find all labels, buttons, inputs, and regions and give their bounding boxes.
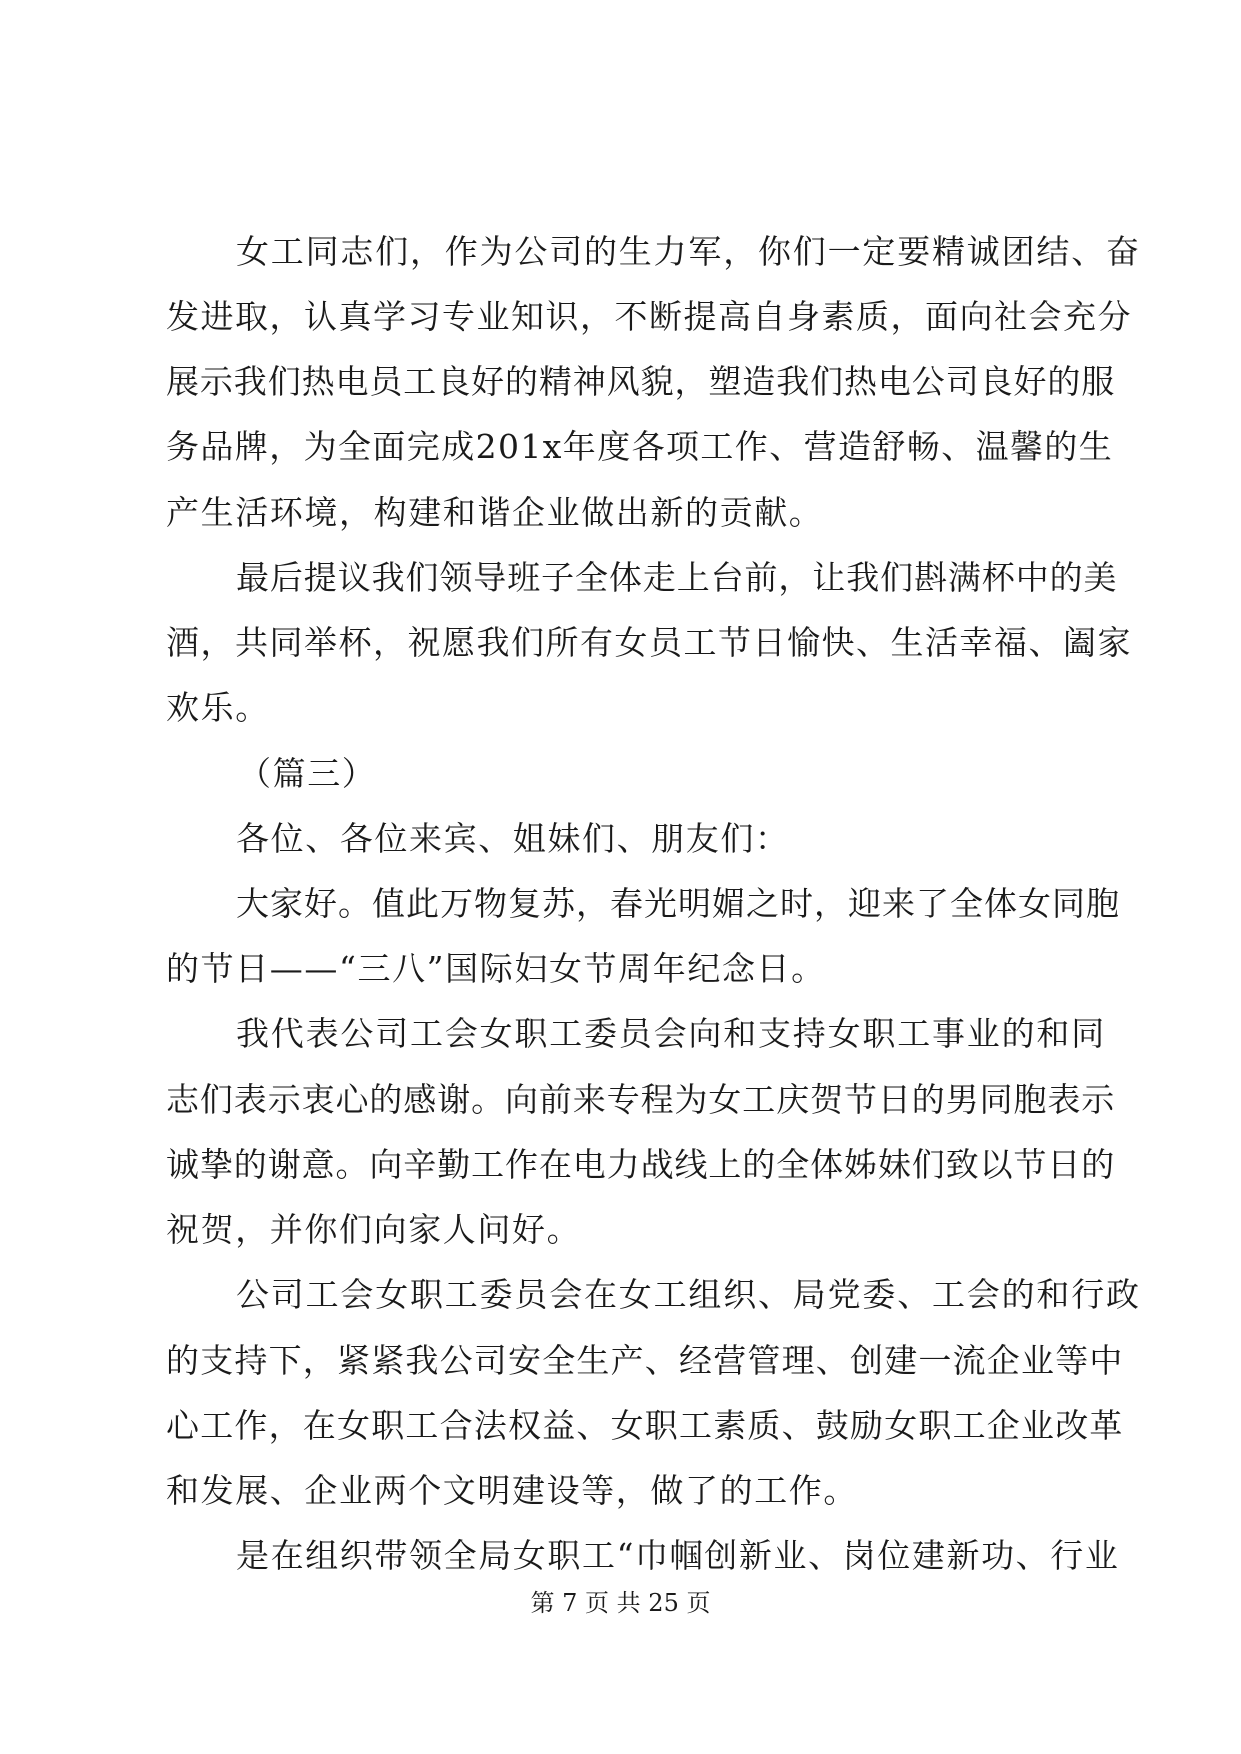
text-line: 欢乐。: [166, 688, 270, 727]
text-line: 我代表公司工会女职工委员会向和支持女职工事业的和同: [236, 1014, 1106, 1053]
text-line: 发进取，认真学习专业知识，不断提高自身素质，面向社会充分: [166, 297, 1132, 336]
text-line: 祝贺，并你们向家人问好。: [166, 1210, 582, 1249]
page-footer: 第 7 页 共 25 页: [530, 1589, 711, 1617]
text-line: 的节日——“三八”国际妇女节周年纪念日。: [166, 949, 826, 988]
text-line: 女工同志们，作为公司的生力军，你们一定要精诚团结、奋: [236, 232, 1141, 271]
text-line: 大家好。值此万物复苏，春光明媚之时，迎来了全体女同胞: [236, 884, 1120, 923]
text-line: 诚挚的谢意。向辛勤工作在电力战线上的全体姊妹们致以节日的: [166, 1145, 1116, 1184]
text-line: 心工作，在女职工合法权益、女职工素质、鼓励女职工企业改革: [166, 1406, 1124, 1445]
text-line: 酒，共同举杯，祝愿我们所有女员工节日愉快、生活幸福、阖家: [166, 623, 1132, 662]
text-line: 志们表示衷心的感谢。向前来专程为女工庆贺节日的男同胞表示: [166, 1080, 1116, 1119]
text-line: 务品牌，为全面完成201x年度各项工作、营造舒畅、温馨的生: [166, 427, 1114, 466]
text-line: 公司工会女职工委员会在女工组织、局党委、工会的和行政: [236, 1275, 1141, 1314]
text-line: 和发展、企业两个文明建设等，做了的工作。: [166, 1471, 858, 1510]
section-heading: （篇三）: [238, 754, 377, 793]
text-line: 各位、各位来宾、姐妹们、朋友们：: [236, 819, 790, 858]
text-line: 是在组织带领全局女职工“巾帼创新业、岗位建新功、行业: [236, 1536, 1120, 1575]
text-line: 的支持下，紧紧我公司安全生产、经营管理、创建一流企业等中: [166, 1341, 1124, 1380]
text-line: 最后提议我们领导班子全体走上台前，让我们斟满杯中的美: [236, 558, 1118, 597]
text-line: 产生活环境，构建和谐企业做出新的贡献。: [166, 493, 824, 532]
text-line: 展示我们热电员工良好的精神风貌，塑造我们热电公司良好的服: [166, 362, 1116, 401]
